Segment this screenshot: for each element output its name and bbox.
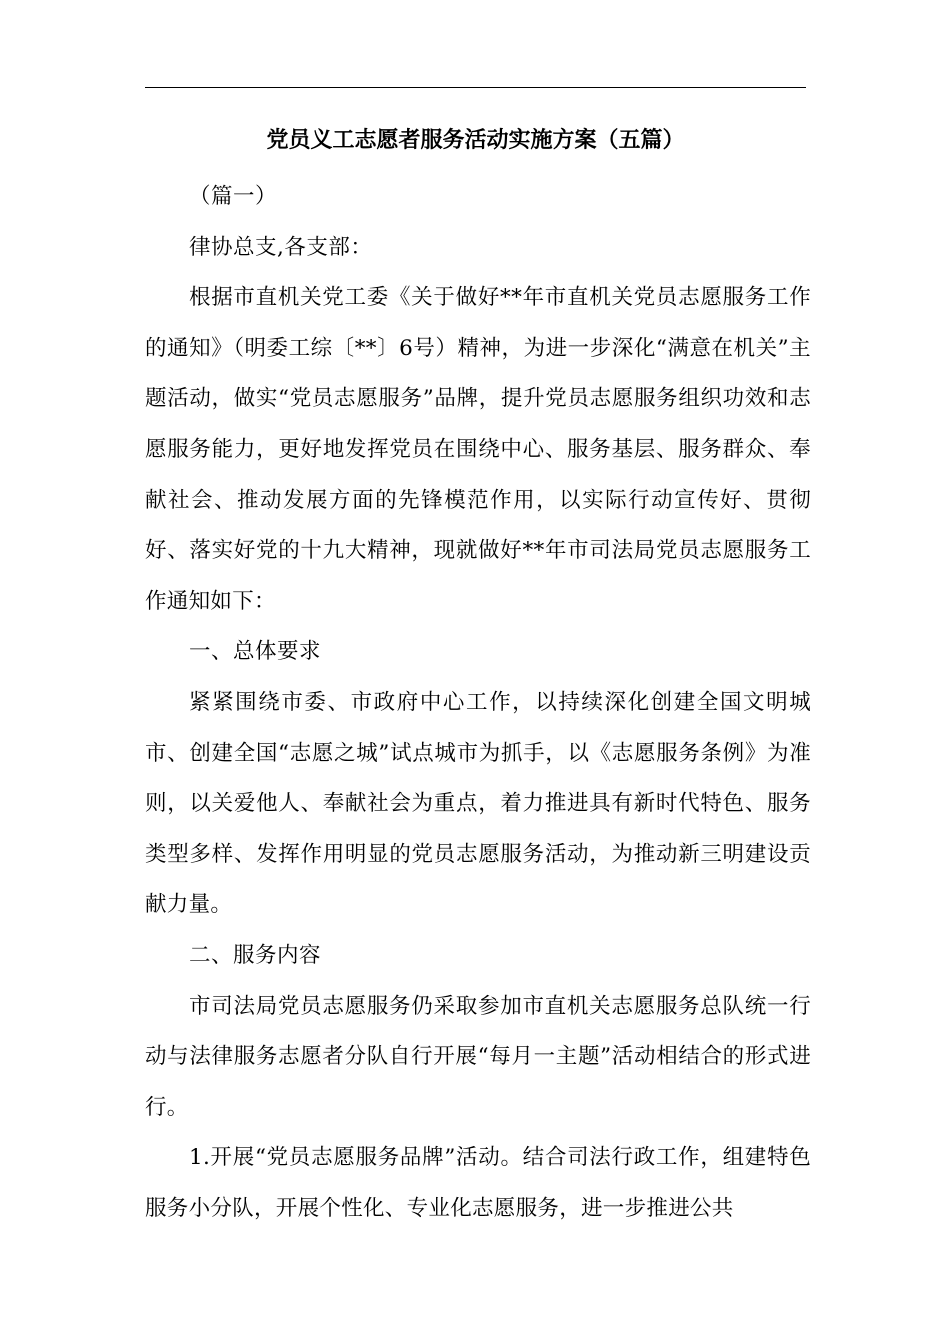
section-label: （篇一） <box>189 184 278 209</box>
header-rule <box>145 87 806 88</box>
paragraph-intro: 根据市直机关党工委《关于做好**年市直机关党员志愿服务工作的通知》（明委工综〔**〕6号）精神，为进一步深化“满意在机关”主题活动，做实“党员志愿服务”品牌，提升党员志愿服务组织功效和志愿服务能力，更好地发挥党员在围绕中心、服务基层、服务群众、奉献社会、推动发展方面的先锋模范作用，以实际行动宣传好、贯彻好、落实好党的十九大精神，现就做好**年市司法局党员志愿服务工作通知如下： <box>145 285 811 614</box>
document-body <box>145 172 811 1234</box>
paragraph-overall-requirements: 紧紧围绕市委、市政府中心工作，以持续深化创建全国文明城市、创建全国“志愿之城”试点城市为抓手，以《志愿服务条例》为准则，以关爱他人、奉献社会为重点，着力推进具有新时代特色、服务类型多样、发挥作用明显的党员志愿服务活动，为推动新三明建设贡献力量。 <box>145 689 811 918</box>
heading-service-content: 二、服务内容 <box>189 942 322 968</box>
paragraph-item-1: 1.开展“党员志愿服务品牌”活动。结合司法行政工作，组建特色服务小分队，开展个性化、专业化志愿服务，进一步推进公共 <box>145 1145 811 1221</box>
paragraph-service-content: 市司法局党员志愿服务仍采取参加市直机关志愿服务总队统一行动与法律服务志愿者分队自行开展“每月一主题”活动相结合的形式进行。 <box>145 993 811 1120</box>
heading-overall-requirements: 一、总体要求 <box>189 639 322 665</box>
document-title: 党员义工志愿者服务活动实施方案（五篇） <box>266 127 685 153</box>
salutation: 律协总支,各支部： <box>189 234 373 260</box>
